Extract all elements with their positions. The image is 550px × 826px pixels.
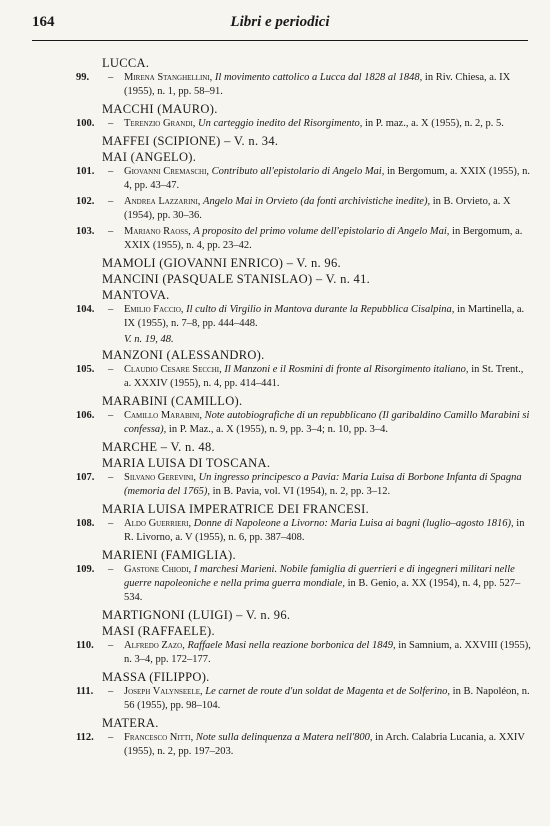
entry-number: 101. (76, 166, 95, 177)
entry-source: in P. Maz., a. X (1955), n. 9, pp. 3–4; n. 10, pp. 3–4. (168, 424, 388, 435)
entry-source: in B. Pavia, vol. VI (1954), n. 2, pp. 3–12. (212, 486, 391, 497)
entry-title: Un carteggio inedito del Risorgimento, (197, 118, 363, 129)
entry-source: in Samnium, a. XXVIII (1955), n. 3–4, pp. 172–177. (124, 640, 531, 665)
entry-title: Il movimento cattolico a Lucca dal 1828 al 1848, (214, 72, 423, 83)
section-heading: MAMOLI (GIOVANNI ENRICO) – V. n. 96. (102, 256, 341, 270)
entry-title: Contributo all'epistolario di Angelo Mai, (211, 166, 385, 177)
page-header (32, 14, 528, 36)
entry-title: Angelo Mai in Orvieto (da fonti archivistiche inedite), (203, 196, 431, 207)
entry-author: Silvano Gerevini, (124, 472, 196, 483)
entry-number: 107. (76, 472, 95, 483)
section-heading: MANTOVA. (102, 288, 170, 302)
section-heading: MASSA (FILIPPO). (102, 670, 210, 684)
entry-dash: – (108, 732, 114, 743)
bibliography-entry (32, 731, 532, 759)
entry-source: in Bergomum, a. XXIX (1955), n. 4, pp. 43–47. (124, 166, 530, 191)
entry-author: Terenzio Grandi, (124, 118, 196, 129)
entry-author: Aldo Guerrieri, (124, 518, 192, 529)
entry-dash: – (108, 72, 114, 83)
bibliography-entry (32, 563, 532, 605)
entry-title: A proposito del primo volume dell'epistolario di Angelo Mai, (193, 226, 450, 237)
entry-source: in R. Livorno, a. V (1955), n. 6, pp. 387–408. (124, 518, 525, 543)
entry-source: in Riv. Chiesa, a. IX (1955), n. 1, pp. 58–91. (124, 72, 511, 97)
bibliography-entry (32, 303, 532, 331)
entry-author: Gastone Chiodi, (124, 564, 192, 575)
entry-title: Un ingresso principesco a Pavia: Maria Luisa di Borbone Infanta di Spagna (memoria del 1765), (124, 472, 522, 497)
entry-source: in B. Napoléon, n. 56 (1955), pp. 98–104. (124, 686, 530, 711)
entry-dash: – (108, 564, 114, 575)
entry-author: Joseph Valynseele, (124, 686, 203, 697)
entry-source: in Martinella, a. IX (1955), n. 7–8, pp. 444–448. (124, 304, 525, 329)
bibliography-entry (32, 71, 532, 99)
bibliography-entry (32, 517, 532, 545)
bibliography-entry (32, 639, 532, 667)
section-heading: MARCHE – V. n. 48. (102, 440, 215, 454)
entry-number: 111. (76, 686, 94, 697)
entry-number: 103. (76, 226, 95, 237)
section-heading: MANCINI (PASQUALE STANISLAO) – V. n. 41. (102, 272, 371, 286)
running-title: Libri e periodici (230, 14, 330, 30)
cross-reference: V. n. 19, 48. (124, 334, 174, 345)
entry-dash: – (108, 472, 114, 483)
bibliography-entry (32, 471, 532, 499)
entry-source: in Arch. Calabria Lucania, a. XXIV (1955), n. 2, pp. 197–203. (124, 732, 525, 757)
bibliography-entry (32, 195, 532, 223)
entry-title: Le carnet de route d'un soldat de Magenta et de Solferino, (205, 686, 451, 697)
section-heading: MARTIGNONI (LUIGI) – V. n. 96. (102, 608, 291, 622)
entry-number: 105. (76, 364, 95, 375)
entry-number: 100. (76, 118, 95, 129)
bibliography-entry (32, 409, 532, 437)
entry-dash: – (108, 364, 114, 375)
section-heading: MARIENI (FAMIGLIA). (102, 548, 236, 562)
entry-author: Andrea Lazzarini, (124, 196, 201, 207)
entry-dash: – (108, 518, 114, 529)
entry-title: Note autobiografiche di un repubblicano (Il garibaldino Camillo Marabini si confessa), (124, 410, 530, 435)
entry-author: Alfredo Zazo, (124, 640, 185, 651)
entry-title: I marchesi Marieni. Nobile famiglia di guerrieri e di ingegneri militari nelle guerre napoleoniche e nella prima guerra mondiale, (124, 564, 515, 589)
bibliography-entry (32, 225, 532, 253)
entry-dash: – (108, 686, 114, 697)
entry-author: Mariano Raoss, (124, 226, 191, 237)
section-heading: LUCCA. (102, 56, 150, 70)
page-number: 164 (32, 14, 55, 30)
section-heading: MANZONI (ALESSANDRO). (102, 348, 265, 362)
entry-number: 106. (76, 410, 95, 421)
bibliography-entry (32, 685, 532, 713)
entry-author: Giovanni Cremaschi, (124, 166, 210, 177)
entry-author: Francesco Nitti, (124, 732, 194, 743)
entry-title: Il Manzoni e il Rosmini di fronte al Risorgimento italiano, (224, 364, 469, 375)
section-heading: MAFFEI (SCIPIONE) – V. n. 34. (102, 134, 279, 148)
entry-author: Emilio Faccio, (124, 304, 184, 315)
entry-dash: – (108, 196, 114, 207)
section-heading: MARIA LUISA DI TOSCANA. (102, 456, 271, 470)
entry-number: 99. (76, 72, 90, 83)
entry-number: 102. (76, 196, 95, 207)
entry-dash: – (108, 118, 114, 129)
entry-number: 104. (76, 304, 95, 315)
entry-author: Claudio Cesare Secchi, (124, 364, 222, 375)
entry-title: Note sulla delinquenza a Matera nell'800, (195, 732, 373, 743)
entry-author: Mirena Stanghellini, (124, 72, 213, 83)
entry-title: Donne di Napoleone a Livorno: Maria Luisa ai bagni (luglio–agosto 1816), (193, 518, 514, 529)
entry-title: Il culto di Virgilio in Mantova durante la Repubblica Cisalpina, (186, 304, 455, 315)
bibliography-entry (32, 165, 532, 193)
entry-author: Camillo Marabini, (124, 410, 202, 421)
entry-dash: – (108, 226, 114, 237)
section-heading: MARIA LUISA IMPERATRICE DEI FRANCESI. (102, 502, 370, 516)
section-heading: MAI (ANGELO). (102, 150, 197, 164)
entry-source: in Bergomum, a. XXIX (1955), n. 4, pp. 23–42. (124, 226, 523, 251)
entry-dash: – (108, 304, 114, 315)
section-heading: MASI (RAFFAELE). (102, 624, 215, 638)
entry-dash: – (108, 410, 114, 421)
entry-number: 110. (76, 640, 94, 651)
bibliography-list (32, 55, 532, 761)
entry-number: 109. (76, 564, 95, 575)
section-heading: MATERA. (102, 716, 159, 730)
section-heading: MARABINI (CAMILLO). (102, 394, 243, 408)
header-rule (32, 40, 528, 41)
entry-dash: – (108, 166, 114, 177)
section-heading: MACCHI (MAURO). (102, 102, 218, 116)
entry-title: Raffaele Masi nella reazione borbonica del 1849, (187, 640, 396, 651)
entry-source: in P. maz., a. X (1955), n. 2, p. 5. (365, 118, 504, 129)
entry-source: in B. Genio, a. XX (1954), n. 4, pp. 527–534. (124, 578, 521, 603)
entry-source: in B. Orvieto, a. X (1954), pp. 30–36. (124, 196, 511, 221)
entry-number: 108. (76, 518, 95, 529)
bibliography-entry (32, 117, 532, 131)
entry-source: in St. Trent., a. XXXIV (1955), n. 4, pp. 414–441. (124, 364, 524, 389)
bibliography-entry (32, 363, 532, 391)
entry-number: 112. (76, 732, 94, 743)
entry-dash: – (108, 640, 114, 651)
